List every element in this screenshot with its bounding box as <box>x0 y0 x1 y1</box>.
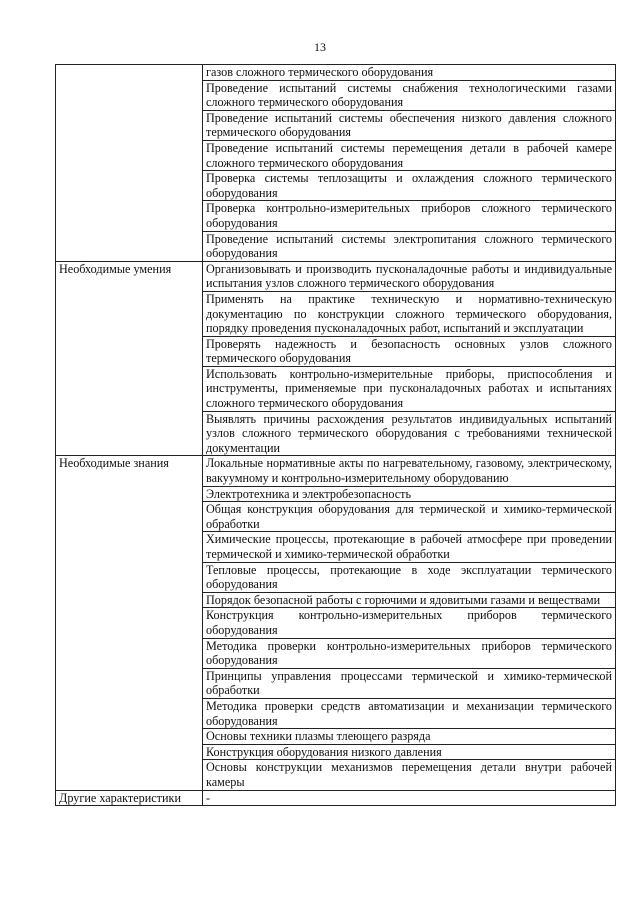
requirement-cell: Организовывать и производить пусконаладочные работы и индивидуальные испытания узлов сложного термического оборудования <box>203 261 616 291</box>
table-row <box>56 562 616 592</box>
table-row <box>56 110 616 140</box>
requirement-cell: Проведение испытаний системы обеспечения низкого давления сложного термического оборудования <box>203 110 616 140</box>
section-label-cell <box>56 698 203 728</box>
table-row <box>56 744 616 760</box>
requirement-cell: газов сложного термического оборудования <box>203 65 616 81</box>
requirement-cell: Проведение испытаний системы перемещения детали в рабочей камере сложного термического оборудования <box>203 140 616 170</box>
table-row <box>56 171 616 201</box>
section-label-cell <box>56 744 203 760</box>
table-row <box>56 65 616 81</box>
requirement-cell: Общая конструкция оборудования для термической и химико-термической обработки <box>203 502 616 532</box>
section-label-cell <box>56 608 203 638</box>
section-label: Необходимые знания <box>59 456 169 471</box>
requirement-cell: Конструкция оборудования низкого давления <box>203 744 616 760</box>
section-label-cell <box>56 231 203 261</box>
requirement-cell: - <box>203 790 616 806</box>
section-label-cell <box>56 366 203 411</box>
requirement-cell: Проведение испытаний системы электропитания сложного термического оборудования <box>203 231 616 261</box>
requirement-cell: Тепловые процессы, протекающие в ходе эксплуатации термического оборудования <box>203 562 616 592</box>
section-label-cell <box>56 140 203 170</box>
table-row <box>56 261 616 291</box>
section-label-cell <box>56 486 203 502</box>
requirements-table <box>55 64 616 806</box>
requirement-cell: Проведение испытаний системы снабжения технологическими газами сложного термического оборудования <box>203 80 616 110</box>
requirement-cell: Методика проверки средств автоматизации и механизации термического оборудования <box>203 698 616 728</box>
section-label-cell <box>56 201 203 231</box>
table-row <box>56 486 616 502</box>
table-row <box>56 608 616 638</box>
section-label-cell <box>56 336 203 366</box>
table-row <box>56 336 616 366</box>
table-row <box>56 80 616 110</box>
section-label-cell <box>56 171 203 201</box>
requirement-cell: Использовать контрольно-измерительные приборы, приспособления и инструменты, применяемые при пусконаладочных работах и испытаниях сложного термического оборудования <box>203 366 616 411</box>
table-row <box>56 411 616 456</box>
table-row <box>56 231 616 261</box>
requirement-cell: Проверка системы теплозащиты и охлаждения сложного термического оборудования <box>203 171 616 201</box>
requirement-cell: Проверять надежность и безопасность основных узлов сложного термического оборудования <box>203 336 616 366</box>
requirement-cell: Принципы управления процессами термической и химико-термической обработки <box>203 668 616 698</box>
table-row <box>56 291 616 336</box>
section-label-cell <box>56 760 203 790</box>
table-row <box>56 698 616 728</box>
requirement-cell: Конструкция контрольно-измерительных приборов термического оборудования <box>203 608 616 638</box>
table-row <box>56 140 616 170</box>
requirement-cell: Методика проверки контрольно-измерительных приборов термического оборудования <box>203 638 616 668</box>
requirement-cell: Применять на практике техническую и нормативно-техническую документацию по конструкции сложного термического оборудования, порядку проведения пусконаладочных работ, испытаний и эксплуатации <box>203 291 616 336</box>
table-row <box>56 456 616 486</box>
section-label-cell <box>56 80 203 110</box>
section-label-cell <box>56 110 203 140</box>
section-label-cell <box>56 592 203 608</box>
table-row <box>56 502 616 532</box>
requirement-cell: Химические процессы, протекающие в рабочей атмосфере при проведении термической и химико-термической обработки <box>203 532 616 562</box>
section-label-cell <box>56 261 203 291</box>
table-row <box>56 366 616 411</box>
section-label-cell <box>56 532 203 562</box>
section-label-cell <box>56 291 203 336</box>
requirement-cell: Основы конструкции механизмов перемещения детали внутри рабочей камеры <box>203 760 616 790</box>
section-label-cell <box>56 562 203 592</box>
section-label-cell <box>56 502 203 532</box>
requirement-cell: Выявлять причины расхождения результатов индивидуальных испытаний узлов сложного термического оборудования с требованиями технической документации <box>203 411 616 456</box>
section-label-cell <box>56 411 203 456</box>
requirement-cell: Проверка контрольно-измерительных приборов сложного термического оборудования <box>203 201 616 231</box>
section-label-cell <box>56 790 203 806</box>
requirement-cell: Электротехника и электробезопасность <box>203 486 616 502</box>
table-row <box>56 638 616 668</box>
table-row <box>56 790 616 806</box>
requirement-cell: Порядок безопасной работы с горючими и ядовитыми газами и веществами <box>203 592 616 608</box>
table-row <box>56 668 616 698</box>
section-label-cell <box>56 638 203 668</box>
table-row <box>56 201 616 231</box>
page-number: 13 <box>314 40 326 54</box>
table-row <box>56 760 616 790</box>
section-label-cell <box>56 668 203 698</box>
requirement-cell: Основы техники плазмы тлеющего разряда <box>203 729 616 745</box>
table-row <box>56 729 616 745</box>
section-label-cell <box>56 456 203 486</box>
section-label: Другие характеристики <box>59 790 181 805</box>
section-label-cell <box>56 65 203 81</box>
table-row <box>56 592 616 608</box>
requirement-cell: Локальные нормативные акты по нагревательному, газовому, электрическому, вакуумному и контрольно-измерительному оборудованию <box>203 456 616 486</box>
section-label-cell <box>56 729 203 745</box>
section-label: Необходимые умения <box>59 261 172 276</box>
table-row <box>56 532 616 562</box>
